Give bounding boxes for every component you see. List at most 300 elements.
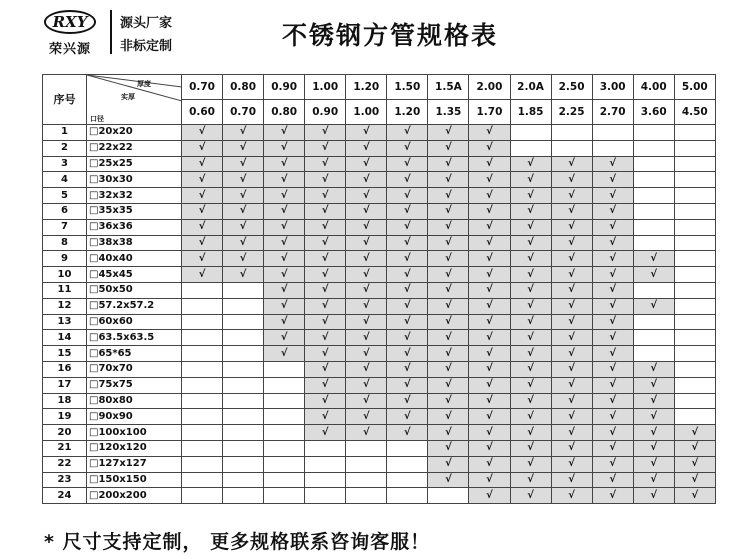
available-check-cell: √ — [387, 330, 428, 346]
empty-cell — [674, 172, 715, 188]
available-check-cell: √ — [510, 456, 551, 472]
thickness-header-cell: 5.00 — [674, 75, 715, 100]
size-cell: □90x90 — [87, 409, 182, 425]
available-check-cell: √ — [510, 440, 551, 456]
empty-cell — [264, 456, 305, 472]
empty-cell — [674, 409, 715, 425]
available-check-cell: √ — [428, 456, 469, 472]
size-cell: □70x70 — [87, 361, 182, 377]
available-check-cell: √ — [428, 140, 469, 156]
size-cell: □200x200 — [87, 488, 182, 504]
empty-cell — [305, 472, 346, 488]
available-check-cell: √ — [551, 188, 592, 204]
available-check-cell: √ — [264, 251, 305, 267]
available-check-cell: √ — [387, 393, 428, 409]
available-check-cell: √ — [305, 188, 346, 204]
row-number: 3 — [43, 156, 87, 172]
available-check-cell: √ — [510, 282, 551, 298]
available-check-cell: √ — [223, 267, 264, 283]
size-cell: □25x25 — [87, 156, 182, 172]
empty-cell — [387, 488, 428, 504]
empty-cell — [633, 235, 674, 251]
available-check-cell: √ — [387, 425, 428, 441]
available-check-cell: √ — [428, 346, 469, 362]
table-row — [43, 377, 716, 393]
available-check-cell: √ — [428, 425, 469, 441]
available-check-cell: √ — [633, 393, 674, 409]
available-check-cell: √ — [551, 377, 592, 393]
empty-cell — [633, 330, 674, 346]
available-check-cell: √ — [633, 409, 674, 425]
row-number: 13 — [43, 314, 87, 330]
spec-table — [42, 74, 716, 504]
table-row — [43, 156, 716, 172]
empty-cell — [674, 267, 715, 283]
available-check-cell: √ — [182, 235, 223, 251]
thickness-header-cell: 1.5A — [428, 75, 469, 100]
seq-header — [43, 75, 87, 125]
table-row — [43, 440, 716, 456]
available-check-cell: √ — [305, 361, 346, 377]
available-check-cell: √ — [346, 314, 387, 330]
available-check-cell: √ — [674, 440, 715, 456]
available-check-cell: √ — [223, 172, 264, 188]
empty-cell — [264, 425, 305, 441]
row-number: 2 — [43, 140, 87, 156]
thickness-header-cell: 3.00 — [592, 75, 633, 100]
available-check-cell: √ — [305, 346, 346, 362]
available-check-cell: √ — [551, 156, 592, 172]
available-check-cell: √ — [592, 203, 633, 219]
available-check-cell: √ — [305, 425, 346, 441]
available-check-cell: √ — [387, 125, 428, 141]
empty-cell — [510, 140, 551, 156]
available-check-cell: √ — [223, 125, 264, 141]
empty-cell — [674, 298, 715, 314]
empty-cell — [387, 456, 428, 472]
seq-header-label: 序号 — [53, 93, 76, 106]
size-cell: □45x45 — [87, 267, 182, 283]
available-check-cell: √ — [346, 425, 387, 441]
size-cell: □75x75 — [87, 377, 182, 393]
available-check-cell: √ — [469, 219, 510, 235]
available-check-cell: √ — [469, 472, 510, 488]
available-check-cell: √ — [223, 251, 264, 267]
available-check-cell: √ — [346, 298, 387, 314]
table-row — [43, 409, 716, 425]
available-check-cell: √ — [510, 330, 551, 346]
available-check-cell: √ — [592, 488, 633, 504]
table-row — [43, 267, 716, 283]
empty-cell — [674, 140, 715, 156]
available-check-cell: √ — [592, 393, 633, 409]
available-check-cell: √ — [264, 282, 305, 298]
available-check-cell: √ — [387, 219, 428, 235]
available-check-cell: √ — [182, 251, 223, 267]
spec-table-body — [43, 125, 716, 504]
table-row — [43, 393, 716, 409]
available-check-cell: √ — [305, 125, 346, 141]
table-row — [43, 425, 716, 441]
empty-cell — [674, 125, 715, 141]
available-check-cell: √ — [305, 409, 346, 425]
empty-cell — [305, 488, 346, 504]
available-check-cell: √ — [469, 251, 510, 267]
empty-cell — [182, 440, 223, 456]
available-check-cell: √ — [633, 425, 674, 441]
available-check-cell: √ — [223, 219, 264, 235]
available-check-cell: √ — [551, 235, 592, 251]
available-check-cell: √ — [592, 472, 633, 488]
available-check-cell: √ — [469, 393, 510, 409]
available-check-cell: √ — [510, 251, 551, 267]
available-check-cell: √ — [592, 282, 633, 298]
available-check-cell: √ — [633, 488, 674, 504]
size-cell: □32x32 — [87, 188, 182, 204]
available-check-cell: √ — [428, 156, 469, 172]
available-check-cell: √ — [428, 330, 469, 346]
available-check-cell: √ — [387, 377, 428, 393]
available-check-cell: √ — [264, 125, 305, 141]
empty-cell — [223, 409, 264, 425]
empty-cell — [182, 377, 223, 393]
row-number: 1 — [43, 125, 87, 141]
available-check-cell: √ — [469, 330, 510, 346]
available-check-cell: √ — [633, 361, 674, 377]
thickness-header-cell: 2.50 — [551, 75, 592, 100]
available-check-cell: √ — [264, 172, 305, 188]
empty-cell — [182, 361, 223, 377]
size-cell: □40x40 — [87, 251, 182, 267]
available-check-cell: √ — [469, 156, 510, 172]
available-check-cell: √ — [469, 282, 510, 298]
empty-cell — [182, 282, 223, 298]
available-check-cell: √ — [551, 488, 592, 504]
available-check-cell: √ — [305, 393, 346, 409]
available-check-cell: √ — [182, 203, 223, 219]
empty-cell — [674, 188, 715, 204]
available-check-cell: √ — [551, 298, 592, 314]
available-check-cell: √ — [551, 346, 592, 362]
available-check-cell: √ — [469, 361, 510, 377]
available-check-cell: √ — [510, 188, 551, 204]
available-check-cell: √ — [633, 377, 674, 393]
empty-cell — [264, 393, 305, 409]
available-check-cell: √ — [428, 298, 469, 314]
table-row — [43, 314, 716, 330]
available-check-cell: √ — [264, 314, 305, 330]
empty-cell — [182, 314, 223, 330]
size-cell: □80x80 — [87, 393, 182, 409]
empty-cell — [264, 409, 305, 425]
available-check-cell: √ — [633, 267, 674, 283]
logo-mark: RXY — [44, 10, 96, 34]
available-check-cell: √ — [346, 125, 387, 141]
size-cell: □36x36 — [87, 219, 182, 235]
available-check-cell: √ — [428, 393, 469, 409]
available-check-cell: √ — [633, 472, 674, 488]
available-check-cell: √ — [346, 361, 387, 377]
available-check-cell: √ — [428, 251, 469, 267]
thickness-header-row — [43, 75, 716, 100]
available-check-cell: √ — [264, 235, 305, 251]
available-check-cell: √ — [182, 172, 223, 188]
row-number: 17 — [43, 377, 87, 393]
row-number: 12 — [43, 298, 87, 314]
available-check-cell: √ — [428, 314, 469, 330]
table-row — [43, 172, 716, 188]
available-check-cell: √ — [469, 346, 510, 362]
available-check-cell: √ — [428, 203, 469, 219]
available-check-cell: √ — [592, 456, 633, 472]
tagline-factory: 源头厂家 — [120, 16, 173, 31]
empty-cell — [305, 440, 346, 456]
empty-cell — [633, 203, 674, 219]
available-check-cell: √ — [387, 188, 428, 204]
available-check-cell: √ — [551, 172, 592, 188]
available-check-cell: √ — [264, 203, 305, 219]
table-row — [43, 219, 716, 235]
empty-cell — [182, 488, 223, 504]
empty-cell — [223, 377, 264, 393]
empty-cell — [428, 488, 469, 504]
available-check-cell: √ — [305, 172, 346, 188]
available-check-cell: √ — [223, 203, 264, 219]
row-number: 5 — [43, 188, 87, 204]
empty-cell — [223, 282, 264, 298]
row-number: 7 — [43, 219, 87, 235]
size-cell: □127x127 — [87, 456, 182, 472]
corner-caliber-label: 口径 — [90, 115, 104, 123]
empty-cell — [633, 172, 674, 188]
actual-thickness-header-cell: 3.60 — [633, 100, 674, 125]
available-check-cell: √ — [592, 361, 633, 377]
available-check-cell: √ — [551, 425, 592, 441]
empty-cell — [674, 156, 715, 172]
empty-cell — [264, 472, 305, 488]
empty-cell — [592, 125, 633, 141]
available-check-cell: √ — [387, 409, 428, 425]
empty-cell — [264, 377, 305, 393]
available-check-cell: √ — [305, 203, 346, 219]
available-check-cell: √ — [428, 409, 469, 425]
thickness-header-cell: 4.00 — [633, 75, 674, 100]
table-row — [43, 330, 716, 346]
available-check-cell: √ — [551, 251, 592, 267]
empty-cell — [264, 361, 305, 377]
actual-thickness-header-cell: 0.60 — [182, 100, 223, 125]
table-row — [43, 140, 716, 156]
empty-cell — [633, 282, 674, 298]
available-check-cell: √ — [510, 425, 551, 441]
size-cell: □63.5x63.5 — [87, 330, 182, 346]
empty-cell — [674, 393, 715, 409]
available-check-cell: √ — [551, 393, 592, 409]
available-check-cell: √ — [387, 298, 428, 314]
available-check-cell: √ — [387, 156, 428, 172]
table-row — [43, 346, 716, 362]
available-check-cell: √ — [305, 235, 346, 251]
size-cell: □150x150 — [87, 472, 182, 488]
available-check-cell: √ — [428, 440, 469, 456]
available-check-cell: √ — [510, 488, 551, 504]
row-number: 22 — [43, 456, 87, 472]
row-number: 11 — [43, 282, 87, 298]
empty-cell — [674, 346, 715, 362]
empty-cell — [182, 456, 223, 472]
size-cell: □30x30 — [87, 172, 182, 188]
empty-cell — [223, 330, 264, 346]
empty-cell — [674, 314, 715, 330]
actual-thickness-header-cell: 2.70 — [592, 100, 633, 125]
empty-cell — [674, 251, 715, 267]
empty-cell — [633, 314, 674, 330]
table-row — [43, 235, 716, 251]
available-check-cell: √ — [346, 409, 387, 425]
empty-cell — [223, 346, 264, 362]
empty-cell — [182, 330, 223, 346]
available-check-cell: √ — [428, 282, 469, 298]
actual-thickness-header-cell: 0.70 — [223, 100, 264, 125]
available-check-cell: √ — [510, 346, 551, 362]
available-check-cell: √ — [510, 235, 551, 251]
available-check-cell: √ — [223, 188, 264, 204]
empty-cell — [346, 488, 387, 504]
available-check-cell: √ — [346, 393, 387, 409]
available-check-cell: √ — [264, 156, 305, 172]
available-check-cell: √ — [223, 156, 264, 172]
available-check-cell: √ — [346, 235, 387, 251]
available-check-cell: √ — [182, 188, 223, 204]
available-check-cell: √ — [674, 456, 715, 472]
actual-thickness-header-cell: 1.85 — [510, 100, 551, 125]
available-check-cell: √ — [387, 267, 428, 283]
empty-cell — [305, 456, 346, 472]
empty-cell — [223, 314, 264, 330]
empty-cell — [223, 488, 264, 504]
available-check-cell: √ — [551, 440, 592, 456]
available-check-cell: √ — [182, 267, 223, 283]
empty-cell — [346, 440, 387, 456]
available-check-cell: √ — [305, 298, 346, 314]
available-check-cell: √ — [305, 219, 346, 235]
size-cell: □20x20 — [87, 125, 182, 141]
available-check-cell: √ — [264, 298, 305, 314]
page-title: 不锈钢方管规格表 — [282, 21, 499, 50]
available-check-cell: √ — [428, 235, 469, 251]
tagline-custom: 非标定制 — [120, 39, 173, 54]
empty-cell — [223, 425, 264, 441]
empty-cell — [182, 346, 223, 362]
available-check-cell: √ — [551, 314, 592, 330]
available-check-cell: √ — [551, 330, 592, 346]
thickness-header-cell: 1.20 — [346, 75, 387, 100]
available-check-cell: √ — [305, 377, 346, 393]
available-check-cell: √ — [428, 219, 469, 235]
thickness-header-cell: 1.50 — [387, 75, 428, 100]
available-check-cell: √ — [551, 456, 592, 472]
available-check-cell: √ — [469, 377, 510, 393]
row-number: 20 — [43, 425, 87, 441]
available-check-cell: √ — [428, 125, 469, 141]
available-check-cell: √ — [182, 125, 223, 141]
available-check-cell: √ — [223, 140, 264, 156]
available-check-cell: √ — [469, 298, 510, 314]
table-row — [43, 472, 716, 488]
available-check-cell: √ — [592, 219, 633, 235]
size-cell: □57.2x57.2 — [87, 298, 182, 314]
available-check-cell: √ — [510, 314, 551, 330]
available-check-cell: √ — [387, 361, 428, 377]
empty-cell — [264, 440, 305, 456]
empty-cell — [223, 440, 264, 456]
available-check-cell: √ — [264, 140, 305, 156]
header-divider — [110, 10, 112, 54]
available-check-cell: √ — [428, 172, 469, 188]
size-cell: □50x50 — [87, 282, 182, 298]
available-check-cell: √ — [264, 188, 305, 204]
thickness-header-cell: 1.00 — [305, 75, 346, 100]
available-check-cell: √ — [346, 219, 387, 235]
row-number: 21 — [43, 440, 87, 456]
available-check-cell: √ — [551, 361, 592, 377]
available-check-cell: √ — [592, 440, 633, 456]
available-check-cell: √ — [510, 393, 551, 409]
available-check-cell: √ — [428, 188, 469, 204]
brand-name: 荣兴源 — [48, 42, 91, 57]
empty-cell — [182, 298, 223, 314]
available-check-cell: √ — [469, 456, 510, 472]
available-check-cell: √ — [305, 251, 346, 267]
table-row — [43, 361, 716, 377]
available-check-cell: √ — [510, 298, 551, 314]
available-check-cell: √ — [346, 282, 387, 298]
available-check-cell: √ — [428, 361, 469, 377]
available-check-cell: √ — [305, 267, 346, 283]
empty-cell — [510, 125, 551, 141]
empty-cell — [633, 346, 674, 362]
empty-cell — [387, 440, 428, 456]
row-number: 4 — [43, 172, 87, 188]
available-check-cell: √ — [305, 140, 346, 156]
available-check-cell: √ — [592, 251, 633, 267]
available-check-cell: √ — [551, 282, 592, 298]
empty-cell — [674, 219, 715, 235]
actual-thickness-header-cell: 1.70 — [469, 100, 510, 125]
available-check-cell: √ — [510, 267, 551, 283]
available-check-cell: √ — [592, 346, 633, 362]
available-check-cell: √ — [592, 409, 633, 425]
table-row — [43, 251, 716, 267]
available-check-cell: √ — [592, 425, 633, 441]
empty-cell — [674, 361, 715, 377]
size-cell: □35x35 — [87, 203, 182, 219]
available-check-cell: √ — [264, 346, 305, 362]
available-check-cell: √ — [387, 140, 428, 156]
available-check-cell: √ — [428, 472, 469, 488]
empty-cell — [674, 377, 715, 393]
available-check-cell: √ — [346, 203, 387, 219]
empty-cell — [551, 140, 592, 156]
available-check-cell: √ — [633, 456, 674, 472]
empty-cell — [182, 409, 223, 425]
empty-cell — [223, 456, 264, 472]
empty-cell — [633, 219, 674, 235]
available-check-cell: √ — [510, 361, 551, 377]
available-check-cell: √ — [387, 251, 428, 267]
thickness-header-cell: 2.0A — [510, 75, 551, 100]
available-check-cell: √ — [592, 235, 633, 251]
